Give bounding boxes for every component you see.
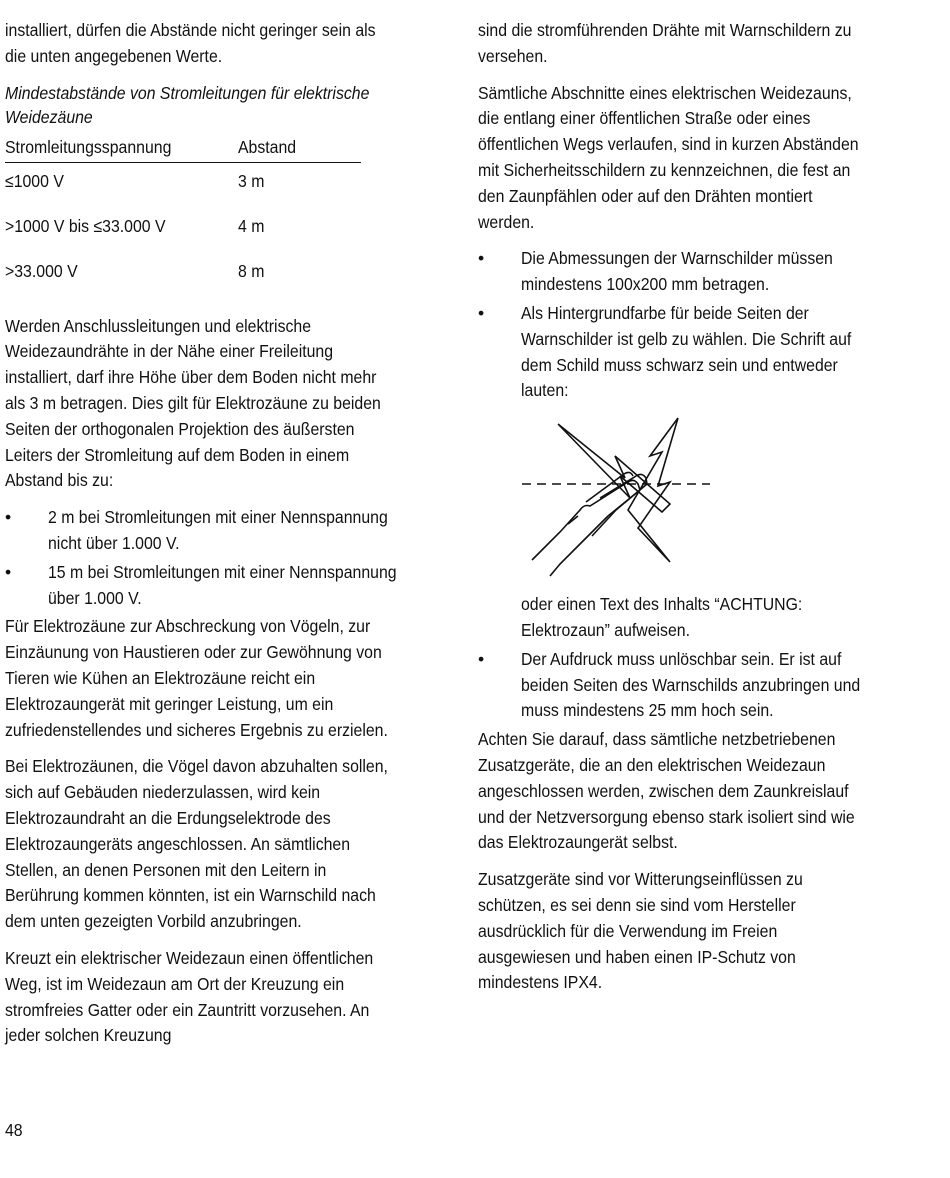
bullet-icon: • <box>478 648 485 669</box>
bullet-list <box>478 647 870 724</box>
paragraph: Kreuzt ein elektrischer Weidezaun einen öffentlichen Weg, ist im Weidezaun am Ort der Kreuzung ein stromfreies Gatter oder ein Zauntritt vorzusehen. An jeder solchen Kreuzung <box>5 947 374 1046</box>
bullet-icon: • <box>5 507 12 528</box>
bullet-list <box>478 246 870 404</box>
left-column <box>5 18 397 1060</box>
list-item: • 15 m bei Stromleitungen mit einer Nennspannung über 1.000 V. <box>5 561 397 608</box>
table-row <box>5 253 361 298</box>
paragraph: Werden Anschlussleitungen und elektrische Weidezaundrähte in der Nähe einer Freileitung installiert, darf ihre Höhe über dem Boden nicht mehr als 3 m betragen. Dies gilt für Elektrozäune zu beiden Seiten der orthogonalen Projektion des äußersten Leiters der Stromleitung auf dem Boden in einem Abstand bis zu: <box>5 315 381 491</box>
table-cell: >33.000 V <box>5 260 78 281</box>
table-cell: ≤1000 V <box>5 170 64 191</box>
list-item: • 2 m bei Stromleitungen mit einer Nennspannung nicht über 1.000 V. <box>5 507 388 553</box>
table-cell: 4 m <box>237 215 264 236</box>
paragraph: Sämtliche Abschnitte eines elektrischen Weidezauns, die entlang einer öffentlichen Straße oder eines öffentlichen Wegs verlaufen, sind in kurzen Abständen mit Sicherheitsschildern zu kennzeichnen, die fest an den Zaunpfählen oder auf den Drähten montiert werden. <box>478 82 859 232</box>
bullet-icon: • <box>478 248 485 269</box>
table-header-row <box>5 133 361 163</box>
paragraph: sind die stromführenden Drähte mit Warnschildern zu versehen. <box>478 20 852 66</box>
list-item-continuation <box>478 592 870 644</box>
table-cell: 3 m <box>237 170 264 191</box>
paragraph: Achten Sie darauf, dass sämtliche netzbetriebenen Zusatzgeräte, die an den elektrischen Weidezaun angeschlossen werden, zwischen dem Zaunkreislauf und der Netzversorgung ebenso stark isoliert sind wie das Elektrozaungerät selbst. <box>478 729 855 853</box>
paragraph: oder einen Text des Inhalts “ACHTUNG: Elektrozaun” aufweisen. <box>521 594 803 640</box>
paragraph: Bei Elektrozäunen, die Vögel davon abzuhalten sollen, sich auf Gebäuden niederzulassen, wird kein Elektrozaundraht an die Erdungselektrode des Elektrozaungeräts angeschlossen. An sämtlichen Stellen, an denen Personen mit den Leitern in Berührung kommen könnten, ist ein Warnschild nach dem unten gezeigten Vorbild anzubringen. <box>5 756 388 932</box>
list-item: • Die Abmessungen der Warnschilder müssen mindestens 100x200 mm betragen. <box>478 248 833 295</box>
table-cell: 8 m <box>237 260 264 281</box>
bullet-icon: • <box>478 302 485 323</box>
table-cell: >1000 V bis ≤33.000 V <box>5 215 166 236</box>
page-number: 48 <box>5 1120 23 1140</box>
list-item: • Der Aufdruck muss unlöschbar sein. Er ist auf beiden Seiten des Warnschilds anzubringen und muss mindestens 25 mm hoch sein. <box>478 648 861 721</box>
paragraph: Zusatzgeräte sind vor Witterungseinflüssen zu schützen, es sei denn sie sind vom Hersteller ausdrücklich für die Verwendung im Freien ausgewiesen und haben einen IP-Schutz von mindestens IPX4. <box>478 869 803 993</box>
bullet-list <box>5 505 397 611</box>
table-row <box>5 208 361 253</box>
list-item: • Als Hintergrundfarbe für beide Seiten der Warnschilder ist gelb zu wählen. Die Schrift auf dem Schild muss schwarz sein und entweder lauten: <box>478 302 852 401</box>
bullet-icon: • <box>5 561 12 582</box>
electric-shock-warning-icon <box>520 414 720 586</box>
distance-table <box>5 133 361 298</box>
paragraph: installiert, dürfen die Abstände nicht geringer sein als die unten angegebenen Werte. <box>5 20 376 66</box>
table-caption: Mindestabstände von Stromleitungen für elektrische Weidezäune <box>5 82 370 127</box>
right-column <box>478 18 870 1007</box>
paragraph: Für Elektrozäune zur Abschreckung von Vögeln, zur Einzäunung von Haustieren oder zur Gewöhnung von Tieren wie Kühen an Elektrozäune reicht ein Elektrozaungerät mit geringer Leistung, um ein zufriedenstellendes und sicheres Ergebnis zu erzielen. <box>5 616 388 740</box>
table-row <box>5 162 361 208</box>
column-header-voltage: Stromleitungsspannung <box>5 133 226 163</box>
column-header-distance: Abstand <box>226 133 361 163</box>
